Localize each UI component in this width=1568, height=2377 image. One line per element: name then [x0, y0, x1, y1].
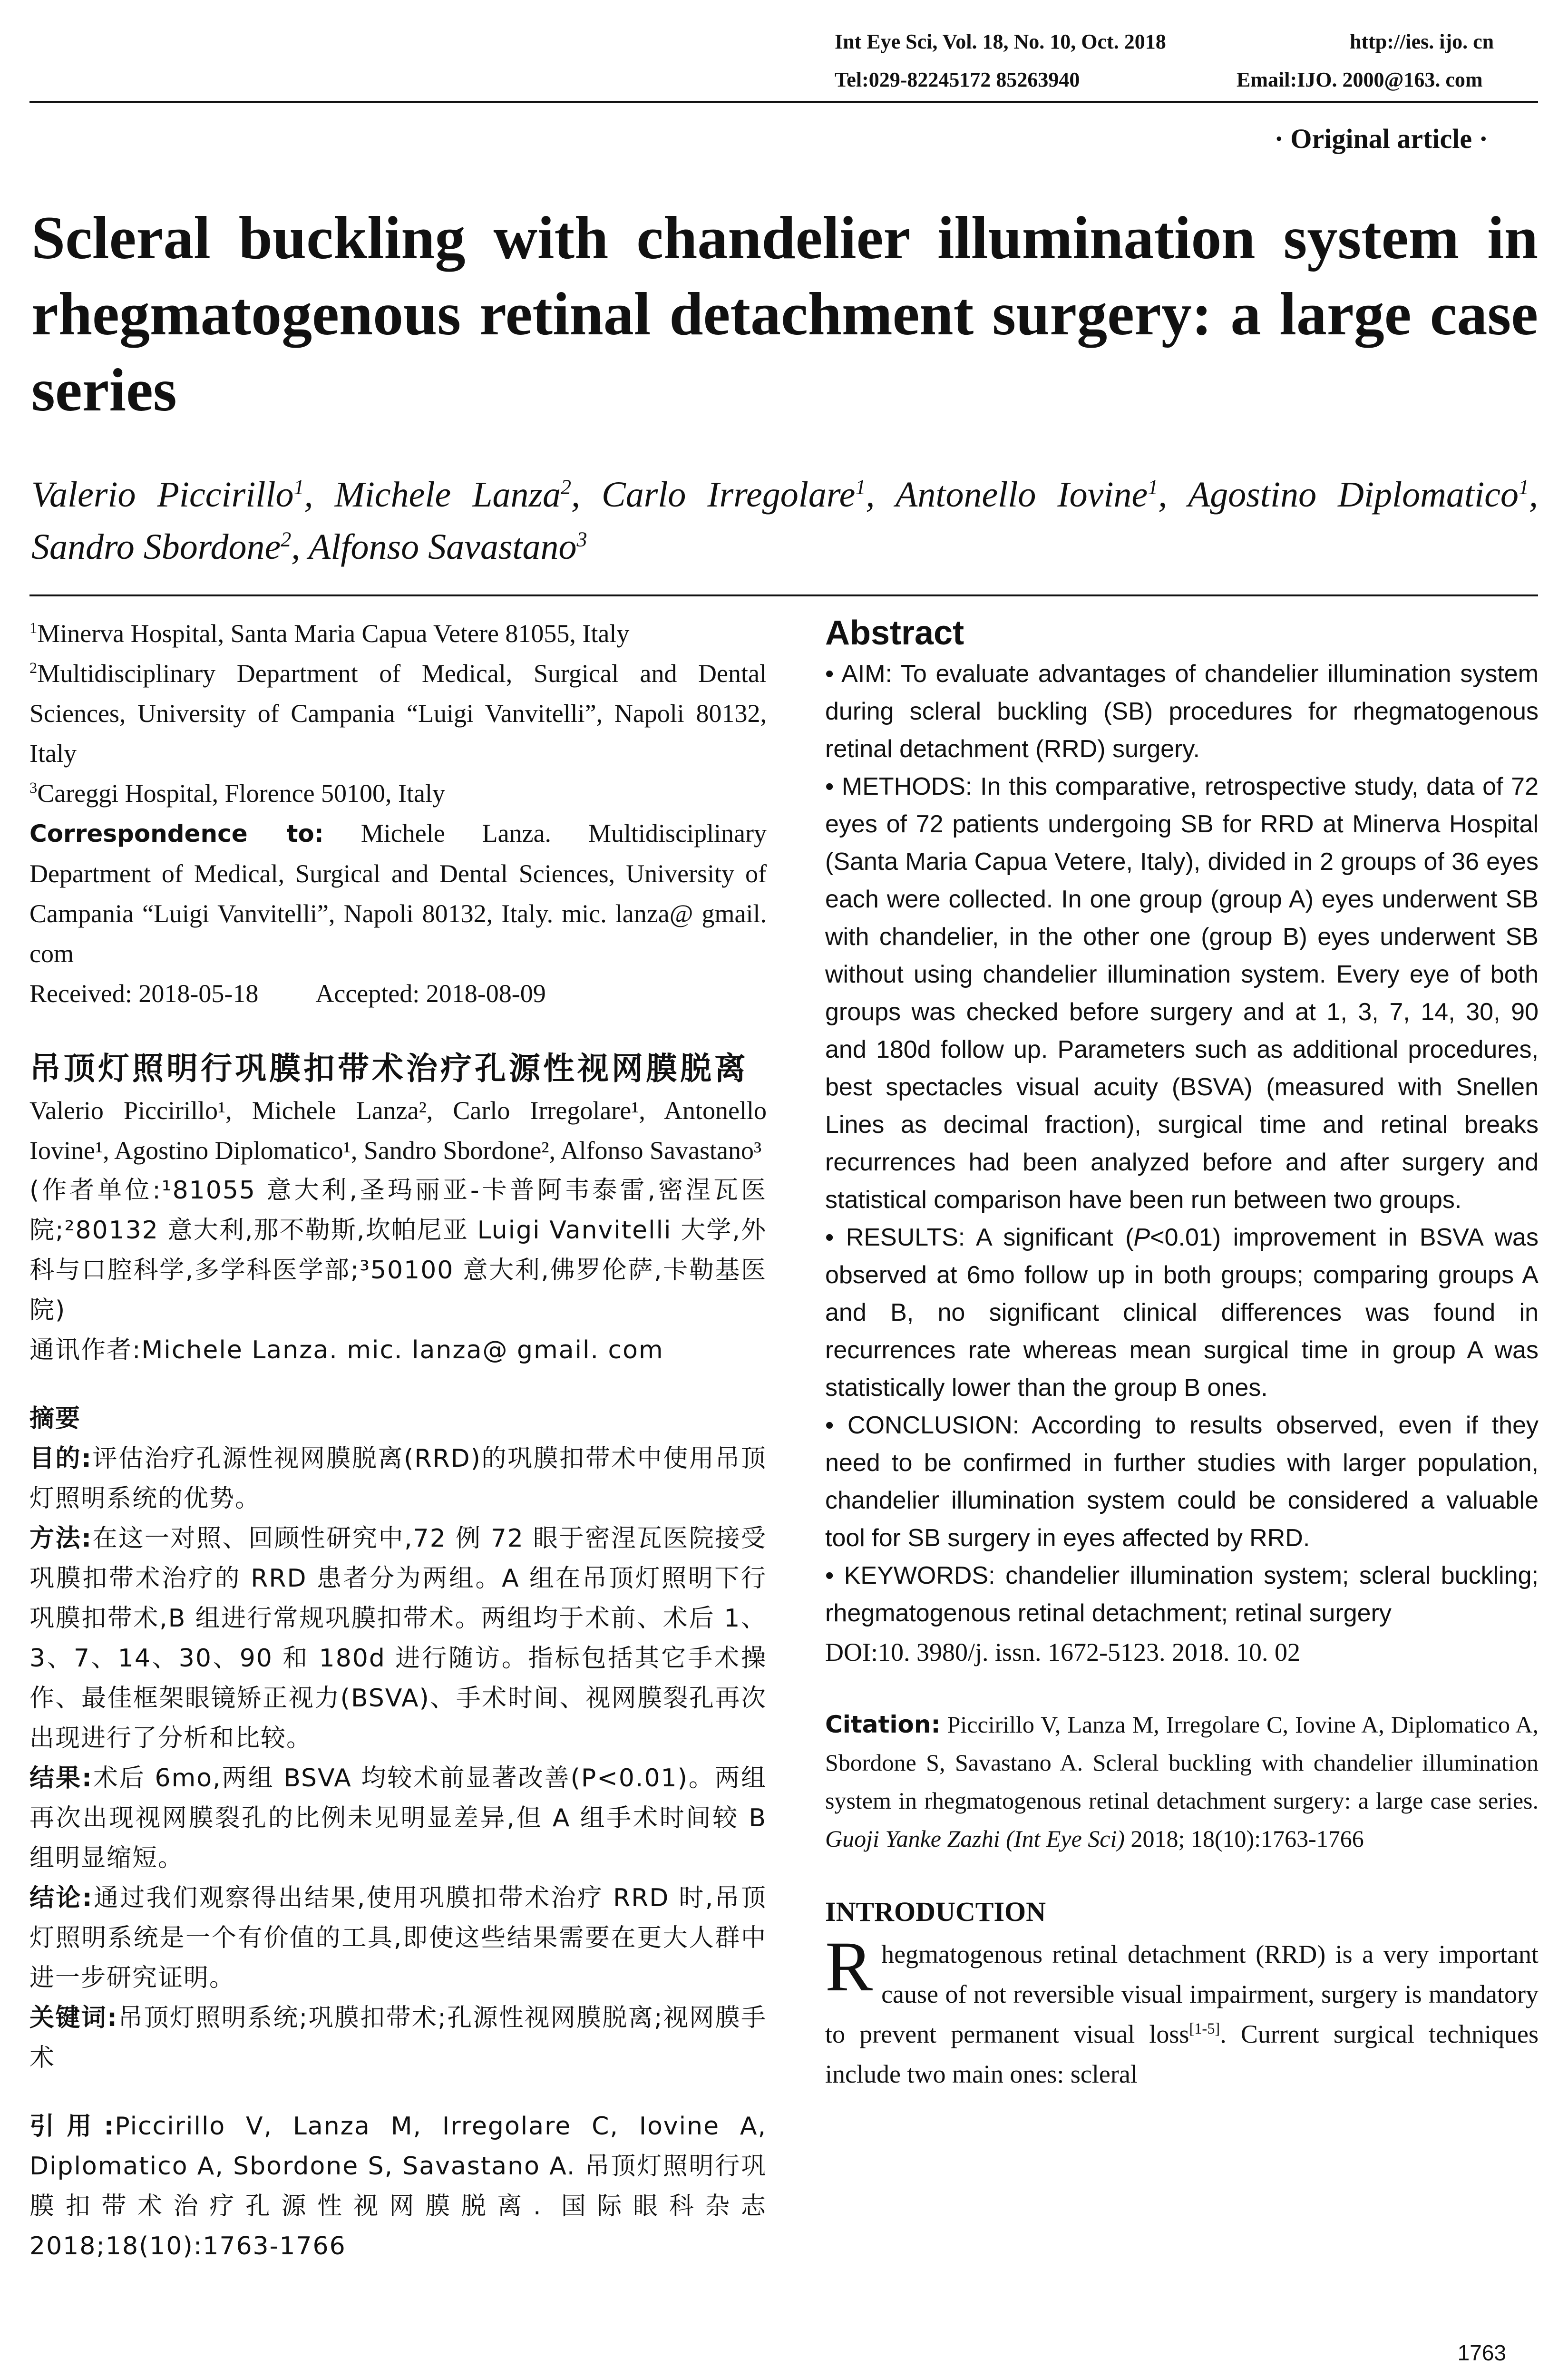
author-name: Valerio Piccirillo [31, 475, 294, 515]
affiliation-3: $^3$Careggi Hospital, Florence 50100, Italy [29, 779, 446, 808]
chinese-units: (作者单位:¹81055 意大利,圣玛丽亚-卡普阿韦泰雷,密涅瓦医院;²80132 意大利,那不勒斯,坎帕尼亚 Luigi Vanvitelli 大学,外科与口腔科学,多学科医学部;³50100 意大利,佛罗伦萨,卡勒基医院) [29, 1176, 767, 1325]
doi[interactable]: DOI:10. 3980/j. issn. 1672-5123. 2018. 10. 02 [825, 1638, 1300, 1666]
author-affiliation-mark: 2 [281, 527, 292, 551]
chinese-conclusion: 结论:通过我们观察得出结果,使用巩膜扣带术治疗 RRD 时,吊顶灯照明系统是一个有价值的工具,即使这些结果需要在更大人群中进一步研究证明。 [29, 1884, 767, 1992]
journal-url[interactable]: http://ies. ijo. cn [1350, 30, 1494, 53]
chinese-authors: Valerio Piccirillo¹, Michele Lanza², Carlo Irregolare¹, Antonello Iovine¹, Agostino Diplomatico¹, Sandro Sbordone², Alfonso Savastano³ [29, 1096, 767, 1165]
abstract-heading: Abstract [825, 614, 964, 652]
abstract-conclusion: • CONCLUSION: According to results observed, even if they need to be confirmed in further studies with larger population, chandelier illumination system could be considered a valuable tool for SB surgery in eyes affected by RRD. [825, 1412, 1539, 1552]
abstract-results: • RESULTS: A significant (P<0.01) improvement in BSVA was observed at 6mo follow up in both groups; comparing groups A and B, no significant clinical differences was found in recurrences rate whereas mean surgical time in group A was statistically lower than the group B ones. [825, 1224, 1539, 1402]
author-name: Carlo Irregolare [602, 475, 856, 515]
header-rule [29, 101, 1538, 103]
paper-title: Scleral buckling with chandelier illumination system in rhegmatogenous retinal detachment surgery: a large case series [31, 204, 1538, 424]
author-name: Agostino Diplomatico [1188, 475, 1519, 515]
chinese-results: 结果:术后 6mo,两组 BSVA 均较术前显著改善(P<0.01)。两组再次出现视网膜裂孔的比例未见明显差异,但 A 组手术时间较 B 组明显缩短。 [29, 1764, 767, 1872]
author-name: Antonello Iovine [895, 475, 1148, 515]
author-affiliation-mark: 1 [855, 475, 866, 499]
abstract-aim: • AIM: To evaluate advantages of chandelier illumination system during scleral buckling (SB) procedures for rhegmatogenous retinal detachment (RRD) surgery. [825, 660, 1539, 763]
journal-info: Int Eye Sci, Vol. 18, No. 10, Oct. 2018 [835, 30, 1166, 53]
author-affiliation-mark: 1 [1519, 475, 1529, 499]
title-rule [29, 594, 1538, 596]
chinese-methods: 方法:在这一对照、回顾性研究中,72 例 72 眼于密涅瓦医院接受巩膜扣带术治疗的 RRD 患者分为两组。A 组在吊顶灯照明下行巩膜扣带术,B 组进行常规巩膜扣带术。两组均于术前、术后 1、3、7、14、30、90 和 180d 进行随访。指标包括其它手术操作、最佳框架眼镜矫正视力(BSVA)、手术时间、视网膜裂孔再次出现进行了分析和比较。 [29, 1524, 767, 1753]
chinese-title: 吊顶灯照明行巩膜扣带术治疗孔源性视网膜脱离 [29, 1050, 749, 1087]
citation: Citation: Piccirillo V, Lanza M, Irregolare C, Iovine A, Diplomatico A, Sbordone S, Savastano A. Scleral buckling with chandelier illumination system in rhegmatogenous retinal detachment surgery: a large case series. Guoji Yanke Zazhi (Int Eye Sci) 2018; 18(10):1763-1766 [825, 1711, 1539, 1852]
author-affiliation-mark: 1 [1148, 475, 1159, 499]
affiliation-2: $^2$Multidisciplinary Department of Medical, Surgical and Dental Sciences, University of Campania “Luigi Vanvitelli”, Napoli 80132, Italy [29, 659, 767, 768]
abstract-keywords: • KEYWORDS: chandelier illumination system; scleral buckling; rhegmatogenous retinal detachment; retinal surgery [825, 1562, 1539, 1627]
chinese-correspondence: 通讯作者:Michele Lanza. mic. lanza@ gmail. com [29, 1336, 664, 1364]
correspondence: Correspondence to: Michele Lanza. Multidisciplinary Department of Medical, Surgical and Dental Sciences, University of Campania “Luigi Vanvitelli”, Napoli 80132, Italy. mic. lanza@ gmail. com [29, 819, 767, 968]
abstract-methods: • METHODS: In this comparative, retrospective study, data of 72 eyes of 72 patients undergoing SB for RRD at Minerva Hospital (Santa Maria Capua Vetere, Italy), divided in 2 groups of 36 eyes each were collected. In one group (group A) eyes underwent SB with chandelier, in the other one (group B) eyes underwent SB without using chandelier illumination system. Every eye of both groups was checked before surgery and at 1, 3, 7, 14, 30, 90 and 180d follow up. Parameters such as additional procedures, best spectacles visual acuity (BSVA) (measured with Snellen Lines as decimal fraction), surgical time and retinal breaks recurrences had been analyzed before and after surgery and statistical comparison have been run between two groups. [825, 773, 1539, 1214]
dates [29, 974, 767, 1013]
journal-email[interactable]: Email:IJO. 2000@163. com [1237, 68, 1483, 91]
introduction-text: Rhegmatogenous retinal detachment (RRD) is a very important cause of not reversible visual impairment, surgery is mandatory to prevent permanent visual loss[1-5]. Current surgical techniques include two main ones: scleral [825, 1927, 1539, 2088]
introduction-heading: INTRODUCTION [825, 1896, 1046, 1927]
author-affiliation-mark: 2 [561, 475, 572, 499]
chinese-aim: 目的:评估治疗孔源性视网膜脱离(RRD)的巩膜扣带术中使用吊顶灯照明系统的优势。 [29, 1444, 767, 1513]
chinese-keywords: 关键词:吊顶灯照明系统;巩膜扣带术;孔源性视网膜脱离;视网膜手术 [29, 2004, 767, 2072]
received-date: Received: 2018-05-18 [29, 979, 259, 1008]
chinese-abstract-heading: 摘要 [29, 1404, 81, 1433]
author-affiliation-mark: 3 [576, 527, 587, 551]
journal-tel: Tel:029-82245172 85263940 [835, 68, 1080, 91]
affiliation-1: $^1$Minerva Hospital, Santa Maria Capua Vetere 81055, Italy [29, 619, 630, 648]
right-column [825, 614, 1539, 2094]
author-list: Valerio Piccirillo$^1$, Michele Lanza$^2$, Carlo Irregolare$^1$, Antonello Iovine$^1$, Agostino Diplomatico$^1$, Sandro Sbordone$^2$, Alfonso Savastano$^3$ [31, 475, 1538, 567]
dropcap: R [825, 1927, 873, 2006]
accepted-date: Accepted: 2018-08-09 [315, 979, 546, 1008]
left-column [29, 614, 767, 2266]
author-name: Alfonso Savastano [308, 527, 577, 567]
author-name: Sandro Sbordone [31, 527, 281, 567]
page-number: 1763 [1457, 2340, 1506, 2365]
chinese-citation: 引用:Piccirillo V, Lanza M, Irregolare C, Iovine A, Diplomatico A, Sbordone S, Savastano A. 吊顶灯照明行巩膜扣带术治疗孔源性视网膜脱离. 国际眼科杂志 2018;18(10):1763-1766 [29, 2112, 767, 2260]
author-affiliation-mark: 1 [293, 475, 304, 499]
article-type: · Original article · [1274, 123, 1488, 154]
author-name: Michele Lanza [334, 475, 561, 515]
